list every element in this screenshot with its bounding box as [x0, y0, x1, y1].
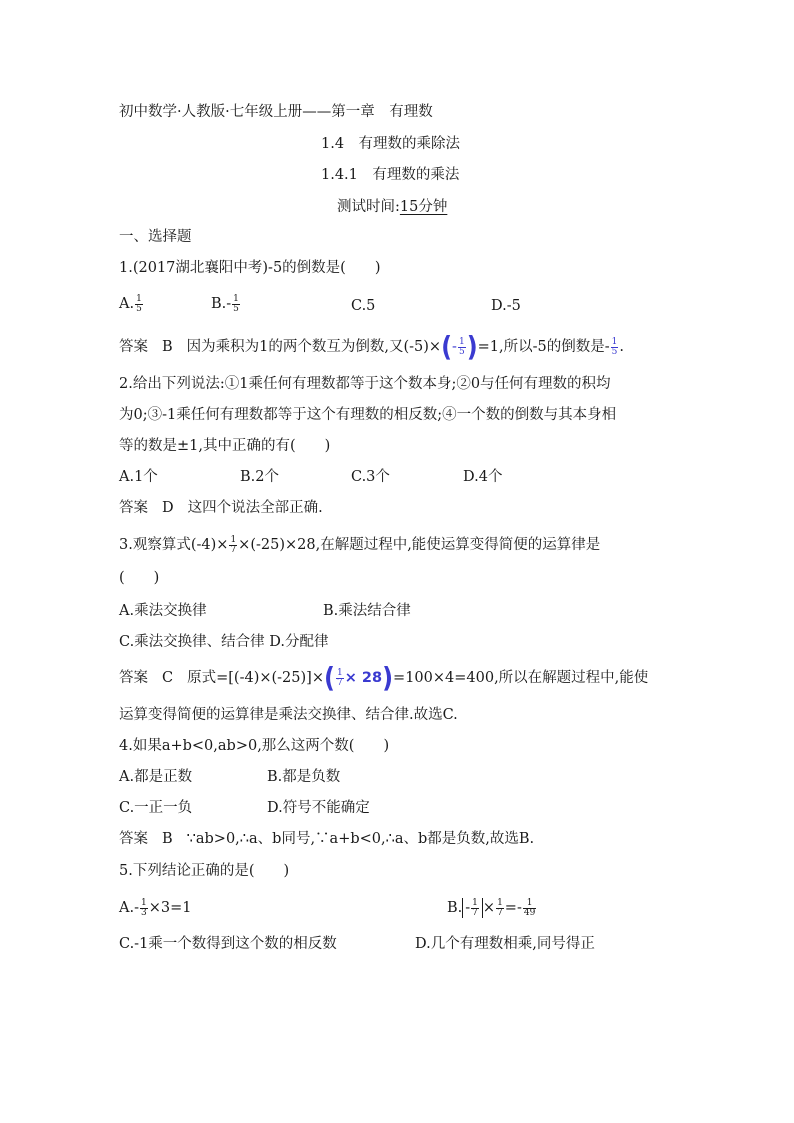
q3-answer-label: 答案	[119, 670, 148, 686]
q1-answer-label: 答案	[119, 339, 148, 355]
q4-option-b: B.都是负数	[267, 769, 341, 785]
q5-b-num2: 1	[497, 897, 503, 908]
subsection-title: 1.4.1 有理数的乘法	[321, 167, 460, 183]
q1-answer-minus: -	[452, 339, 457, 355]
q1-answer-end: .	[619, 339, 625, 355]
q1-answer-paren-right: )	[466, 330, 478, 364]
q5-option-a	[119, 898, 191, 918]
q1-answer-den: 5	[458, 346, 465, 357]
q2-option-d: D.4个	[463, 469, 503, 485]
q5-b-fraction1	[471, 899, 479, 918]
q2-stem-line2: 为0;③-1乘任何有理数都等于这个有理数的相反数;④一个数的倒数与其本身相	[119, 407, 617, 423]
q4-option-a: A.都是正数	[119, 769, 193, 785]
q1-option-c: C.5	[351, 298, 376, 314]
course-title: 初中数学·人教版·七年级上册——第一章 有理数	[119, 104, 433, 120]
q3-stem-pre: 3.观察算式(-4)×	[119, 537, 229, 553]
q3-option-b: B.乘法结合律	[323, 603, 411, 619]
q1-answer-paren-left: (	[441, 330, 453, 364]
q1-a-label: A.	[119, 296, 135, 312]
q1-option-d: D.-5	[491, 298, 521, 314]
q5-b-den1: 7	[472, 907, 478, 918]
q4-option-c: C.一正一负	[119, 800, 193, 816]
q3-option-cd: C.乘法交换律、结合律 D.分配律	[119, 634, 329, 650]
q5-a-den: 3	[140, 907, 147, 918]
q5-a-post: ×3=1	[148, 900, 192, 916]
q5-stem: 5.下列结论正确的是( )	[119, 863, 290, 879]
q2-stem-line3: 等的数是±1,其中正确的有( )	[119, 438, 331, 454]
q1-answer-text1: 因为乘积为1的两个数互为倒数,又(-5)×	[186, 339, 442, 355]
q2-option-b: B.2个	[240, 469, 279, 485]
part-title: 一、选择题	[119, 229, 192, 245]
q1-answer-fraction2	[611, 338, 619, 357]
q5-a-pre: A.-	[119, 900, 139, 916]
q1-answer-num: 1	[458, 336, 465, 347]
q3-answer-pre: 原式=[(-4)×(-25)]×	[187, 670, 324, 686]
q5-b-fraction2	[496, 899, 504, 918]
q3-answer-fraction	[336, 669, 344, 688]
q1-b-fraction	[232, 295, 240, 314]
q1-answer-text2: =1,所以-5的倒数是-	[477, 339, 610, 355]
q1-answer-num2: 1	[611, 336, 618, 347]
test-time	[337, 197, 447, 217]
q5-b-times: ×	[482, 900, 496, 916]
q5-a-fraction	[140, 899, 148, 918]
q1-answer-den2: 5	[611, 346, 618, 357]
q3-answer-times: × 28	[344, 670, 383, 686]
q3-answer-num: 1	[336, 667, 343, 678]
q1-b-den: 5	[233, 303, 239, 314]
q1-answer-fraction	[458, 338, 466, 357]
q1-b-label: B.-	[211, 296, 232, 312]
q5-b-pre: B.	[447, 900, 463, 916]
q1-a-den: 5	[136, 303, 142, 314]
q3-stem-num: 1	[230, 534, 237, 545]
q3-stem-post: ×(-25)×28,在解题过程中,能使运算变得简便的运算律是	[238, 537, 601, 553]
q5-option-d: D.几个有理数相乘,同号得正	[415, 936, 595, 952]
q4-answer	[119, 829, 534, 849]
q5-b-absolute	[462, 898, 483, 918]
q1-option-a	[119, 294, 144, 314]
q3-stem-line2: ( )	[119, 570, 160, 586]
q1-b-num: 1	[233, 293, 239, 304]
q4-stem: 4.如果a+b<0,ab>0,那么这两个数( )	[119, 738, 390, 754]
q2-answer-letter: D	[162, 500, 174, 516]
q1-stem: 1.(2017湖北襄阳中考)-5的倒数是( )	[119, 260, 381, 276]
q2-answer-text: 这四个说法全部正确.	[187, 500, 323, 516]
q2-option-c: C.3个	[351, 469, 390, 485]
q3-answer	[119, 661, 649, 695]
q4-option-d: D.符号不能确定	[267, 800, 370, 816]
q1-answer	[119, 330, 625, 364]
q3-stem-den: 7	[230, 544, 237, 555]
q2-option-a: A.1个	[119, 469, 158, 485]
q5-b-num3: 1	[523, 899, 536, 909]
q3-stem-line1	[119, 535, 600, 555]
q3-stem-fraction	[229, 536, 237, 555]
q4-answer-label: 答案	[119, 831, 148, 847]
q1-answer-letter: B	[162, 339, 173, 355]
q1-a-num: 1	[136, 293, 142, 304]
test-time-value: 15分钟	[399, 199, 448, 215]
q3-answer-den: 7	[336, 677, 343, 688]
q3-answer-letter: C	[162, 670, 174, 686]
test-time-label: 测试时间:	[337, 199, 400, 215]
q5-b-den3: 49	[523, 907, 536, 918]
q3-answer-paren-left: (	[323, 661, 335, 695]
q5-b-den2: 7	[497, 907, 503, 918]
q5-b-fraction3	[523, 899, 536, 918]
q5-b-eq: =-	[504, 900, 522, 916]
q3-option-a: A.乘法交换律	[119, 603, 207, 619]
q2-answer	[119, 498, 323, 518]
q1-option-b	[211, 294, 241, 314]
q2-answer-label: 答案	[119, 500, 148, 516]
q5-option-b	[447, 898, 537, 918]
q4-answer-text: ∵ab>0,∴a、b同号,∵a+b<0,∴a、b都是负数,故选B.	[186, 831, 535, 847]
q3-answer-line2: 运算变得简便的运算律是乘法交换律、结合律.故选C.	[119, 707, 458, 723]
q5-a-num: 1	[140, 897, 147, 908]
q3-answer-paren-right: )	[382, 661, 394, 695]
q5-b-num1: 1	[472, 897, 478, 908]
q5-option-c: C.-1乘一个数得到这个数的相反数	[119, 936, 337, 952]
q2-stem-line1: 2.给出下列说法:①1乘任何有理数都等于这个数本身;②0与任何有理数的积均	[119, 376, 611, 392]
section-title: 1.4 有理数的乘除法	[321, 136, 461, 152]
q1-a-fraction	[135, 295, 143, 314]
q5-b-minus: -	[465, 900, 471, 916]
q3-answer-post: =100×4=400,所以在解题过程中,能使	[393, 670, 649, 686]
q4-answer-letter: B	[162, 831, 173, 847]
